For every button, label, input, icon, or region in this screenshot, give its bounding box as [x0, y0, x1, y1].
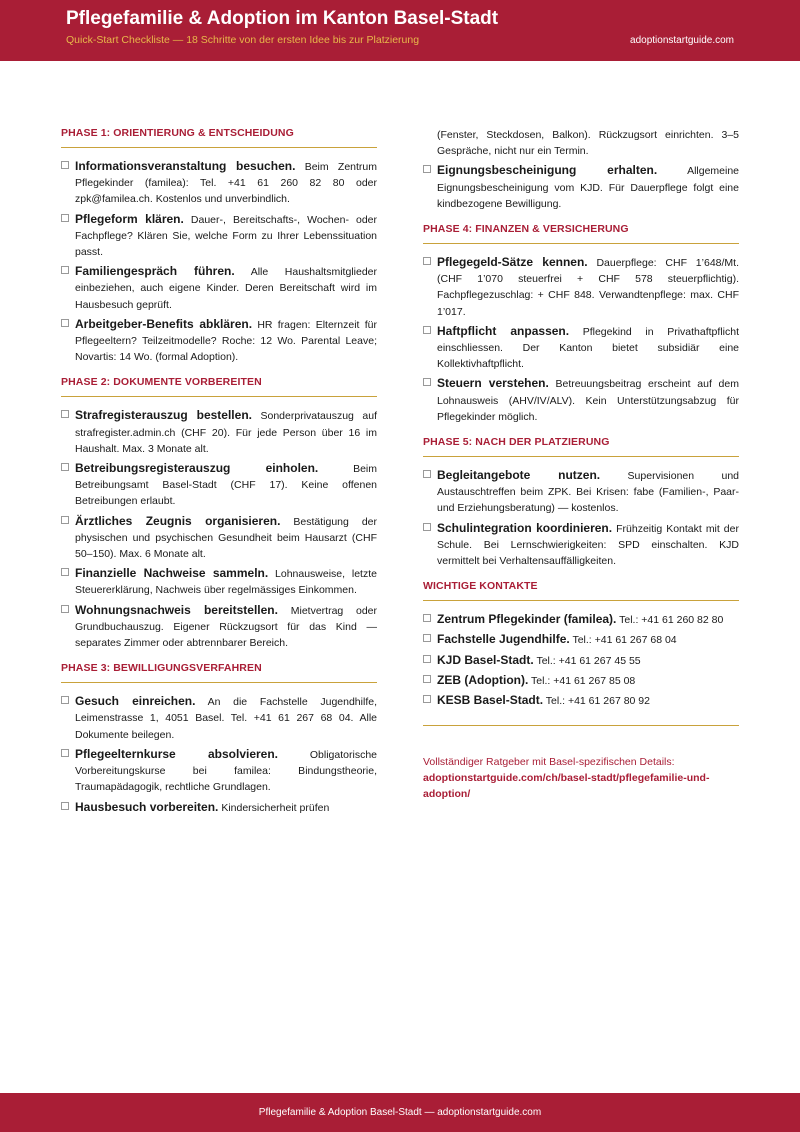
checklist-item[interactable] — [61, 565, 377, 598]
checkbox[interactable] — [423, 523, 431, 531]
checkbox[interactable] — [423, 614, 431, 622]
checkbox[interactable] — [423, 257, 431, 265]
phase-5-title: PHASE 5: NACH DER PLATZIERUNG — [423, 436, 739, 457]
phase-4-title: PHASE 4: FINANZEN & VERSICHERUNG — [423, 223, 739, 244]
contact-phone: Tel.: +41 61 267 85 08 — [531, 674, 636, 687]
guide-link[interactable]: adoptionstartguide.com/ch/basel-stadt/pflegefamilie-und-adoption/ — [423, 772, 710, 801]
item-continuation — [423, 127, 739, 159]
left-column — [61, 127, 377, 819]
checkbox[interactable] — [61, 516, 69, 524]
checklist-item[interactable] — [61, 602, 377, 652]
right-column — [423, 127, 739, 802]
contact-phone: Tel.: +41 61 267 80 92 — [545, 695, 650, 708]
item-label: Haftpflicht anpassen. — [437, 323, 570, 338]
item-label: Strafregisterauszug bestellen. — [75, 408, 252, 423]
checkbox[interactable] — [423, 378, 431, 386]
checklist-item[interactable] — [423, 520, 739, 570]
item-text: Dauer-, Bereitschafts-, Wochen- oder Fachpflege? Klären Sie, welche Form zu Ihrer Lebenssituation passt. — [75, 213, 378, 259]
checklist-item[interactable] — [423, 375, 739, 425]
checkbox[interactable] — [423, 634, 431, 642]
item-text: Pflegekind in Privathaftpflicht einschliessen. Der Kanton bietet subsidiär eine Kollektivhaftpflicht. — [437, 325, 739, 371]
item-text: Sonderprivatauszug auf strafregister.admin.ch (CHF 20). Für jede Person über 16 im Haushalt. Max. 3 Monate alt. — [75, 410, 377, 455]
item-text: Dauerpflege: CHF 1’648/Mt. (CHF 1’070 steuerfrei + CHF 578 steuerpflichtig). Fachpflegezuschlag: + CHF 848. Verwandtenpflege: max. CHF 1’017. — [437, 257, 740, 318]
footer-text: Pflegefamilie & Adoption Basel-Stadt — adoptionstartguide.com — [258, 1107, 542, 1118]
contacts-title: WICHTIGE KONTAKTE — [423, 580, 739, 601]
item-text: Allgemeine Eignungsbescheinigung vom KJD. Für Dauerpflege folgt eine kindbezogene Bewilligung. — [437, 165, 740, 210]
contact-phone: Tel.: +41 61 260 82 80 — [619, 614, 724, 627]
item-text: An die Fachstelle Jugendhilfe, Leimenstrasse 1, 4051 Basel. Tel. +41 61 267 68 04. Alle Dokumente beilegen. — [75, 696, 377, 741]
checklist-item[interactable] — [61, 158, 377, 208]
checkbox[interactable] — [423, 165, 431, 173]
contact-item[interactable] — [423, 692, 739, 709]
checklist-item[interactable] — [423, 323, 739, 373]
contact-name: Zentrum Pflegekinder (familea). — [437, 612, 617, 627]
header — [0, 0, 800, 61]
checklist-item[interactable] — [423, 467, 739, 517]
item-label: Pflegeelternkurse absolvieren. — [75, 746, 279, 761]
item-label: Gesuch einreichen. — [75, 694, 196, 709]
header-site-link[interactable]: adoptionstartguide.com — [630, 35, 734, 46]
footer — [0, 1093, 800, 1132]
checklist-item[interactable] — [61, 746, 377, 796]
contact-phone: Tel.: +41 61 267 68 04 — [572, 634, 677, 647]
checkbox[interactable] — [61, 605, 69, 613]
checklist-item[interactable] — [423, 162, 739, 212]
item-text: Beim Zentrum Pflegekinder (familea): Tel. +41 61 260 82 80 oder zpk@familea.ch. Kostenlos und unverbindlich. — [75, 161, 378, 206]
checklist-item[interactable] — [61, 460, 377, 510]
checklist-item[interactable] — [61, 211, 377, 261]
checkbox[interactable] — [61, 214, 69, 222]
checkbox[interactable] — [61, 749, 69, 757]
contact-item[interactable] — [423, 611, 739, 628]
phase-1-title: PHASE 1: ORIENTIERUNG & ENTSCHEIDUNG — [61, 127, 377, 148]
item-text: Bestätigung der physischen und psychischen Gesundheit beim Hausarzt (CHF 50–150). Max. 6 Monate alt. — [75, 515, 377, 561]
item-text: Kindersicherheit prüfen — [221, 801, 330, 814]
page-title: Pflegefamilie & Adoption im Kanton Basel-Stadt — [66, 8, 499, 29]
checkbox[interactable] — [61, 696, 69, 704]
item-text: Obligatorische Vorbereitungskurse bei familea: Bindungstheorie, Traumapädagogik, rechtliche Grundlagen. — [75, 748, 377, 794]
contact-phone: Tel.: +41 61 267 45 55 — [536, 654, 641, 667]
contact-item[interactable] — [423, 631, 739, 648]
checkbox[interactable] — [423, 470, 431, 478]
item-label: Eignungsbescheinigung erhalten. — [437, 163, 658, 178]
item-label: Informationsveranstaltung besuchen. — [75, 159, 296, 173]
phase-3-title: PHASE 3: BEWILLIGUNGSVERFAHREN — [61, 662, 377, 683]
checkbox[interactable] — [61, 568, 69, 576]
contact-item[interactable] — [423, 672, 739, 689]
guide-text: Vollständiger Ratgeber mit Basel-spezifischen Details: — [423, 756, 675, 769]
item-text: (Fenster, Steckdosen, Balkon). Rückzugsort einrichten. 3–5 Gespräche, nicht nur ein Termin. — [437, 129, 739, 158]
contact-item[interactable] — [423, 652, 739, 669]
item-text: Lohnausweise, letzte Steuererklärung, Nachweis über regelmässiges Einkommen. — [75, 568, 377, 597]
checklist-item[interactable] — [61, 407, 377, 457]
checkbox[interactable] — [61, 802, 69, 810]
checklist-item[interactable] — [423, 254, 739, 320]
item-label: Familiengespräch führen. — [75, 264, 235, 279]
item-text: Beim Betreibungsamt Basel-Stadt (CHF 17). Keine offenen Betreibungen erlaubt. — [75, 463, 378, 508]
divider — [423, 725, 739, 726]
checkbox[interactable] — [61, 410, 69, 418]
item-text: Betreuungsbeitrag erscheint auf dem Lohnausweis (AHV/IV/ALV). Kein Unterstützungsabzug für Pflegekinder möglich. — [437, 378, 739, 423]
item-label: Hausbesuch vorbereiten. — [75, 799, 219, 814]
item-text: Supervisionen und Austauschtreffen beim ZPK. Bei Krisen: fabe (Familien-, Paar- und Erziehungsberatung) — kostenlos. — [437, 470, 739, 515]
phase-2-title: PHASE 2: DOKUMENTE VORBEREITEN — [61, 376, 377, 397]
checkbox[interactable] — [423, 695, 431, 703]
item-label: Betreibungsregisterauszug einholen. — [75, 461, 319, 476]
item-text: Alle Haushaltsmitglieder einbeziehen, auch eigene Kinder. Deren Bereitschaft wird im Hausbesuch geprüft. — [75, 266, 377, 311]
checkbox[interactable] — [61, 463, 69, 471]
item-label: Arbeitgeber-Benefits abklären. — [75, 316, 253, 331]
checkbox[interactable] — [423, 655, 431, 663]
checklist-item[interactable] — [61, 316, 377, 366]
item-label: Finanzielle Nachweise sammeln. — [75, 566, 269, 581]
checkbox[interactable] — [61, 161, 69, 169]
contact-name: Fachstelle Jugendhilfe. — [437, 632, 570, 647]
item-label: Schulintegration koordinieren. — [437, 520, 613, 535]
checklist-item[interactable] — [61, 693, 377, 743]
contact-name: KESB Basel-Stadt. — [437, 693, 544, 708]
checkbox[interactable] — [61, 266, 69, 274]
checklist-item[interactable] — [61, 263, 377, 313]
item-text: Mietvertrag oder Grundbuchauszug. Eigener Rückzugsort für das Kind — separates Zimmer oder abtrennbarer Bereich. — [75, 604, 378, 650]
page-subtitle: Quick-Start Checkliste — 18 Schritte von der ersten Idee bis zur Platzierung — [66, 34, 420, 46]
checkbox[interactable] — [61, 319, 69, 327]
item-label: Steuern verstehen. — [437, 376, 549, 391]
item-label: Pflegegeld-Sätze kennen. — [437, 255, 588, 270]
item-label: Wohnungsnachweis bereitstellen. — [75, 602, 278, 617]
checkbox[interactable] — [423, 326, 431, 334]
contact-name: KJD Basel-Stadt. — [437, 652, 534, 667]
checkbox[interactable] — [423, 675, 431, 683]
item-label: Pflegeform klären. — [75, 211, 184, 226]
item-text: Frühzeitig Kontakt mit der Schule. Bei Lernschwierigkeiten: SPD einschalten. KJD vermittelt bei Verhaltensauffälligkeiten. — [437, 522, 739, 568]
contact-name: ZEB (Adoption). — [437, 672, 529, 687]
checklist-item[interactable] — [61, 799, 377, 816]
item-text: HR fragen: Elternzeit für Pflegeeltern? Teilzeitmodelle? Roche: 12 Wo. Parental Leave; Novartis: 14 Wo. (formal Adoption). — [75, 318, 377, 364]
item-label: Begleitangebote nutzen. — [437, 468, 601, 483]
checklist-item[interactable] — [61, 513, 377, 563]
item-label: Ärztliches Zeugnis organisieren. — [75, 513, 281, 528]
guide-note — [423, 754, 739, 802]
